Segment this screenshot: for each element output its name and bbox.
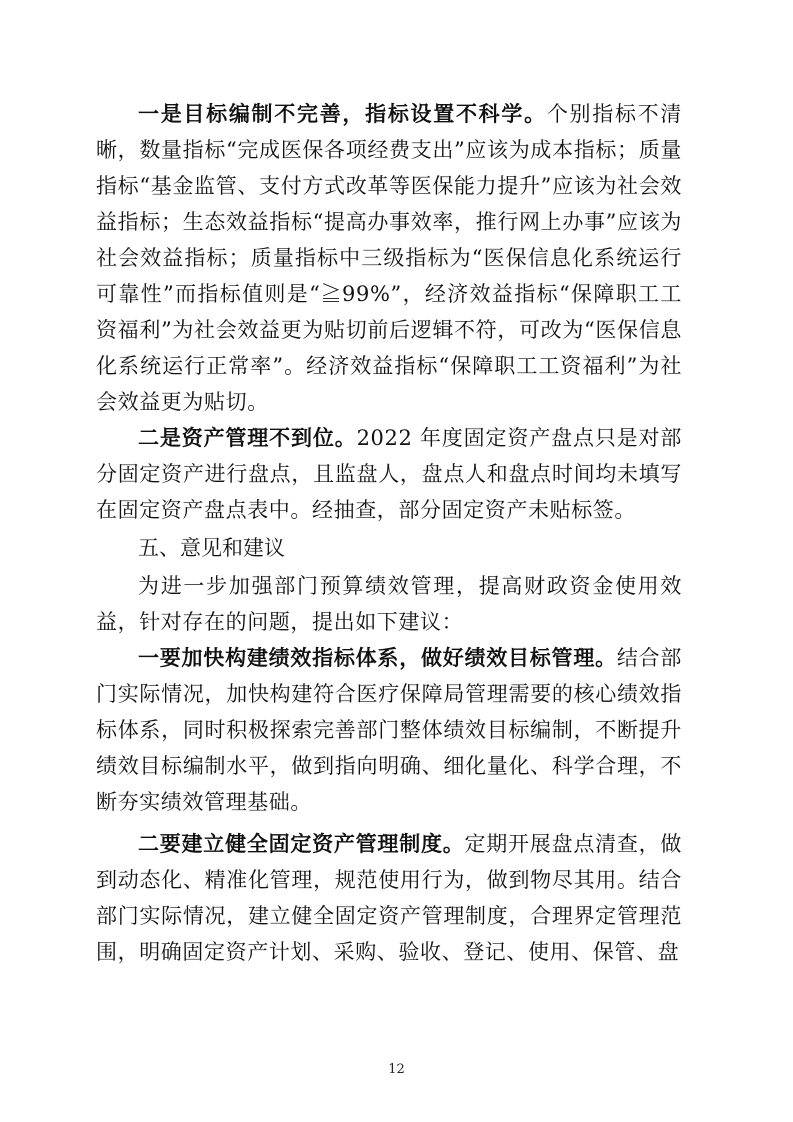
document-page <box>96 96 682 970</box>
suggestion-1-body: 结合部门实际情况，加快构建符合医疗保障局管理需要的核心绩效指标体系，同时积极探索完善部门整体绩效目标编制，不断提升绩效目标编制水平，做到指向明确、细化量化、科学合理，不断夯实绩效管理基础。 <box>96 646 682 814</box>
page-number: 12 <box>388 1062 405 1077</box>
intro-paragraph: 为进一步加强部门预算绩效管理，提高财政资金使用效益，针对存在的问题，提出如下建议： <box>96 574 682 634</box>
suggestion-paragraph-1 <box>96 640 682 820</box>
suggestion-2-lead: 二要建立健全固定资产管理制度。 <box>138 832 465 856</box>
finding-paragraph-2 <box>96 420 682 528</box>
suggestion-2-body: 定期开展盘点清查，做到动态化、精准化管理，规范使用行为，做到物尽其用。结合部门实际情况，建立健全固定资产管理制度，合理界定管理范围，明确固定资产计划、采购、验收、登记、使用、保管、盘 <box>96 832 682 964</box>
section-heading: 五、意见和建议 <box>138 536 285 560</box>
finding-2-lead: 二是资产管理不到位。 <box>138 426 357 450</box>
finding-2-body: 2022 年度固定资产盘点只是对部分固定资产进行盘点，且监盘人，盘点人和盘点时间均未填写在固定资产盘点表中。经抽查，部分固定资产未贴标签。 <box>96 426 682 522</box>
finding-1-lead: 一是目标编制不完善，指标设置不科学。 <box>138 102 547 126</box>
finding-paragraph-1 <box>96 96 682 420</box>
suggestion-1-lead: 一要加快构建绩效指标体系，做好绩效目标管理。 <box>138 646 617 670</box>
finding-1-body: 个别指标不清晰，数量指标“完成医保各项经费支出”应该为成本指标；质量指标“基金监管、支付方式改革等医保能力提升”应该为社会效益指标；生态效益指标“提高办事效率，推行网上办事”应该为社会效益指标；质量指标中三级指标为“医保信息化系统运行可靠性”而指标值则是“≧99%”，经济效益指标“保障职工工资福利”为社会效益更为贴切前后逻辑不符，可改为“医保信息化系统运行正常率”。经济效益指标“保障职工工资福利”为社会效益更为贴切。 <box>96 102 682 414</box>
suggestion-paragraph-2 <box>96 826 682 970</box>
